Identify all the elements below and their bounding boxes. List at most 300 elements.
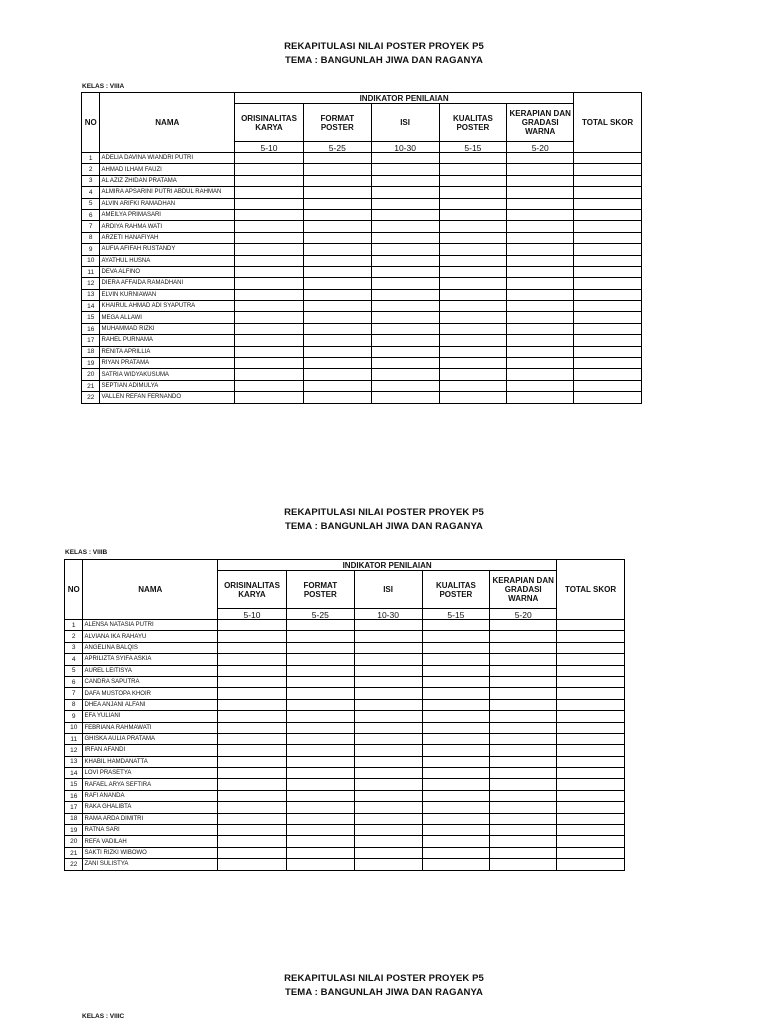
- score-cell: [490, 688, 557, 699]
- section-a-score-table: [81, 92, 642, 404]
- score-cell: [507, 358, 574, 369]
- score-cell: [235, 198, 304, 209]
- score-cell: [371, 358, 439, 369]
- score-cell: [422, 779, 490, 790]
- score-cell: [286, 711, 354, 722]
- student-name: LOVI PRASETYA: [83, 768, 218, 779]
- score-cell: [490, 722, 557, 733]
- score-cell: [218, 745, 287, 756]
- score-cell: [371, 221, 439, 232]
- score-cell: [286, 802, 354, 813]
- student-name: DEVA ALFINO: [100, 266, 235, 277]
- student-row: [65, 813, 625, 824]
- score-cell: [235, 289, 304, 300]
- score-range: 10-30: [354, 609, 422, 620]
- student-name: CANDRA SAPUTRA: [83, 676, 218, 687]
- score-cell: [286, 665, 354, 676]
- student-name: ELVIN KURNIAWAN: [100, 289, 235, 300]
- score-cell: [490, 620, 557, 631]
- score-cell: [507, 301, 574, 312]
- score-cell: [286, 654, 354, 665]
- score-cell: [557, 859, 625, 870]
- student-name: DHEA ANJANI ALFANI: [83, 699, 218, 710]
- student-row: [65, 790, 625, 801]
- score-cell: [557, 836, 625, 847]
- score-cell: [286, 847, 354, 858]
- score-cell: [235, 232, 304, 243]
- score-cell: [507, 198, 574, 209]
- score-cell: [557, 722, 625, 733]
- score-cell: [557, 733, 625, 744]
- score-cell: [507, 335, 574, 346]
- student-no: 21: [82, 380, 100, 391]
- score-cell: [422, 654, 490, 665]
- section-b-title-line2: TEMA : BANGUNLAH JIWA DAN RAGANYA: [284, 521, 484, 532]
- student-no: 8: [82, 232, 100, 243]
- score-cell: [371, 244, 439, 255]
- student-row: [82, 323, 642, 334]
- student-no: 14: [82, 301, 100, 312]
- student-name: AYATHUL HUSNA: [100, 255, 235, 266]
- score-cell: [422, 745, 490, 756]
- student-no: 11: [82, 266, 100, 277]
- score-cell: [490, 768, 557, 779]
- score-cell: [303, 301, 371, 312]
- student-row: [82, 312, 642, 323]
- score-cell: [303, 346, 371, 357]
- student-no: 8: [65, 699, 83, 710]
- score-cell: [235, 392, 304, 403]
- score-cell: [371, 255, 439, 266]
- student-name: RAFAEL ARYA SEFTIRA: [83, 779, 218, 790]
- score-cell: [439, 266, 507, 277]
- student-no: 4: [82, 187, 100, 198]
- score-cell: [490, 676, 557, 687]
- score-cell: [439, 232, 507, 243]
- student-no: 14: [65, 768, 83, 779]
- student-name: AL AZIZ ZHIDAN PRATAMA: [100, 175, 235, 186]
- score-cell: [422, 847, 490, 858]
- score-cell: [354, 711, 422, 722]
- score-cell: [507, 380, 574, 391]
- score-cell: [218, 859, 287, 870]
- score-cell: [422, 813, 490, 824]
- score-cell: [371, 335, 439, 346]
- score-cell: [286, 733, 354, 744]
- student-name: SAKTI RIZKI WIBOWO: [83, 847, 218, 858]
- score-cell: [507, 323, 574, 334]
- student-row: [65, 631, 625, 642]
- student-row: [82, 198, 642, 209]
- score-cell: [574, 175, 642, 186]
- score-cell: [235, 323, 304, 334]
- score-cell: [557, 665, 625, 676]
- score-cell: [218, 768, 287, 779]
- score-cell: [371, 301, 439, 312]
- score-cell: [507, 153, 574, 164]
- header-no: NO: [65, 560, 83, 620]
- score-cell: [557, 699, 625, 710]
- student-name: ARZETI HANAFIYAH: [100, 232, 235, 243]
- student-row: [82, 358, 642, 369]
- student-name: ARDIYA RAHMA WATI: [100, 221, 235, 232]
- score-cell: [218, 665, 287, 676]
- score-cell: [507, 175, 574, 186]
- score-cell: [422, 722, 490, 733]
- score-cell: [557, 790, 625, 801]
- student-row: [82, 380, 642, 391]
- score-cell: [507, 244, 574, 255]
- score-cell: [557, 825, 625, 836]
- student-name: AMEILYA PRIMASARI: [100, 209, 235, 220]
- score-cell: [235, 175, 304, 186]
- section-a-kelas-label: KELAS : VIIIA: [82, 83, 125, 90]
- score-cell: [507, 232, 574, 243]
- score-cell: [303, 323, 371, 334]
- score-cell: [490, 779, 557, 790]
- student-name: ANGELINA BALQIS: [83, 642, 218, 653]
- header-no: NO: [82, 93, 100, 153]
- score-cell: [557, 688, 625, 699]
- student-name: EFA YULIANI: [83, 711, 218, 722]
- score-cell: [235, 255, 304, 266]
- student-no: 16: [65, 790, 83, 801]
- score-cell: [303, 244, 371, 255]
- student-no: 13: [82, 289, 100, 300]
- score-cell: [286, 790, 354, 801]
- student-row: [82, 301, 642, 312]
- score-cell: [354, 790, 422, 801]
- student-name: DIERA AFFAIDA RAMADHANI: [100, 278, 235, 289]
- student-name: APRILIZTA SYIFA ASKIA: [83, 654, 218, 665]
- student-row: [82, 369, 642, 380]
- score-cell: [218, 779, 287, 790]
- student-row: [82, 244, 642, 255]
- score-cell: [439, 392, 507, 403]
- score-cell: [439, 346, 507, 357]
- score-cell: [439, 289, 507, 300]
- header-isi: ISI: [354, 571, 422, 609]
- student-no: 20: [82, 369, 100, 380]
- student-no: 21: [65, 847, 83, 858]
- student-name: RATNA SARI: [83, 825, 218, 836]
- score-cell: [490, 802, 557, 813]
- header-kualitas: KUALITAS POSTER: [439, 104, 507, 142]
- student-no: 22: [65, 859, 83, 870]
- score-cell: [218, 620, 287, 631]
- score-cell: [303, 164, 371, 175]
- student-name: MEGA ALLAWI: [100, 312, 235, 323]
- score-cell: [439, 221, 507, 232]
- score-cell: [557, 745, 625, 756]
- score-cell: [286, 779, 354, 790]
- student-no: 18: [65, 813, 83, 824]
- score-cell: [303, 335, 371, 346]
- score-cell: [354, 779, 422, 790]
- score-cell: [303, 232, 371, 243]
- score-cell: [371, 153, 439, 164]
- score-cell: [557, 631, 625, 642]
- student-row: [65, 711, 625, 722]
- student-name: ALVIN ARIFKI RAMADHAN: [100, 198, 235, 209]
- header-orisinalitas: ORISINALITAS KARYA: [235, 104, 304, 142]
- score-cell: [490, 790, 557, 801]
- score-cell: [218, 631, 287, 642]
- score-cell: [303, 255, 371, 266]
- student-name: SEPTIAN ADIMULYA: [100, 380, 235, 391]
- score-cell: [218, 790, 287, 801]
- student-no: 3: [82, 175, 100, 186]
- score-cell: [286, 676, 354, 687]
- score-cell: [439, 153, 507, 164]
- score-cell: [574, 312, 642, 323]
- score-cell: [286, 756, 354, 767]
- score-cell: [218, 688, 287, 699]
- score-cell: [354, 688, 422, 699]
- score-cell: [439, 278, 507, 289]
- student-no: 20: [65, 836, 83, 847]
- student-no: 2: [82, 164, 100, 175]
- student-row: [82, 153, 642, 164]
- student-name: MUHAMMAD RIZKI: [100, 323, 235, 334]
- student-name: KHAIRUL AHMAD ADI SYAPUTRA: [100, 301, 235, 312]
- score-cell: [354, 733, 422, 744]
- student-name: AUREL LEITISYA: [83, 665, 218, 676]
- score-cell: [574, 289, 642, 300]
- student-no: 12: [65, 745, 83, 756]
- score-cell: [507, 266, 574, 277]
- student-name: RIYAN PRATAMA: [100, 358, 235, 369]
- score-range: 5-25: [303, 142, 371, 153]
- score-cell: [371, 266, 439, 277]
- header-kerapian: KERAPIAN DAN GRADASI WARNA: [507, 104, 574, 142]
- score-cell: [507, 369, 574, 380]
- student-row: [82, 335, 642, 346]
- score-cell: [557, 813, 625, 824]
- student-row: [65, 733, 625, 744]
- score-cell: [557, 711, 625, 722]
- score-cell: [303, 153, 371, 164]
- score-cell: [371, 278, 439, 289]
- score-cell: [371, 380, 439, 391]
- score-cell: [439, 164, 507, 175]
- score-cell: [218, 825, 287, 836]
- student-name: RAKA GHALIBTA: [83, 802, 218, 813]
- score-cell: [354, 825, 422, 836]
- student-row: [65, 688, 625, 699]
- score-cell: [439, 301, 507, 312]
- score-cell: [422, 802, 490, 813]
- score-cell: [439, 312, 507, 323]
- score-cell: [354, 642, 422, 653]
- score-cell: [439, 255, 507, 266]
- score-cell: [303, 358, 371, 369]
- score-cell: [422, 733, 490, 744]
- student-no: 19: [65, 825, 83, 836]
- section-c-kelas-label: KELAS : VIIIC: [82, 1013, 125, 1020]
- score-cell: [303, 380, 371, 391]
- score-cell: [235, 346, 304, 357]
- score-cell: [303, 209, 371, 220]
- score-cell: [303, 175, 371, 186]
- score-cell: [574, 164, 642, 175]
- score-cell: [371, 323, 439, 334]
- score-cell: [574, 392, 642, 403]
- score-cell: [235, 153, 304, 164]
- score-cell: [490, 836, 557, 847]
- student-name: RAHEL PURNAMA: [100, 335, 235, 346]
- student-no: 7: [65, 688, 83, 699]
- score-cell: [371, 392, 439, 403]
- student-no: 10: [65, 722, 83, 733]
- student-name: IRFAN AFANDI: [83, 745, 218, 756]
- student-row: [82, 209, 642, 220]
- score-cell: [371, 346, 439, 357]
- score-cell: [507, 164, 574, 175]
- score-cell: [574, 153, 642, 164]
- student-name: VALLEN REFAN FERNANDO: [100, 392, 235, 403]
- score-cell: [218, 847, 287, 858]
- score-cell: [303, 392, 371, 403]
- student-no: 17: [65, 802, 83, 813]
- student-row: [65, 642, 625, 653]
- score-cell: [557, 779, 625, 790]
- score-cell: [235, 301, 304, 312]
- student-no: 18: [82, 346, 100, 357]
- student-row: [65, 779, 625, 790]
- score-cell: [218, 642, 287, 653]
- student-row: [65, 802, 625, 813]
- header-kerapian: KERAPIAN DAN GRADASI WARNA: [490, 571, 557, 609]
- student-no: 2: [65, 631, 83, 642]
- score-cell: [507, 346, 574, 357]
- score-cell: [371, 209, 439, 220]
- student-no: 10: [82, 255, 100, 266]
- score-cell: [371, 312, 439, 323]
- score-cell: [286, 859, 354, 870]
- header-nama: NAMA: [83, 560, 218, 620]
- student-name: DAFA MUSTOPA KHOIR: [83, 688, 218, 699]
- score-cell: [574, 266, 642, 277]
- score-cell: [490, 733, 557, 744]
- score-cell: [490, 631, 557, 642]
- score-cell: [303, 289, 371, 300]
- score-cell: [354, 654, 422, 665]
- score-cell: [490, 699, 557, 710]
- score-cell: [286, 722, 354, 733]
- score-cell: [574, 323, 642, 334]
- header-nama: NAMA: [100, 93, 235, 153]
- score-cell: [286, 642, 354, 653]
- score-cell: [303, 278, 371, 289]
- student-no: 6: [65, 676, 83, 687]
- score-cell: [574, 358, 642, 369]
- score-cell: [303, 312, 371, 323]
- score-cell: [354, 620, 422, 631]
- student-name: RAFI ANANDA: [83, 790, 218, 801]
- score-cell: [235, 266, 304, 277]
- score-cell: [303, 266, 371, 277]
- student-no: 9: [65, 711, 83, 722]
- score-cell: [286, 631, 354, 642]
- score-cell: [218, 813, 287, 824]
- score-cell: [507, 221, 574, 232]
- student-row: [82, 278, 642, 289]
- score-cell: [303, 198, 371, 209]
- score-range: 5-20: [507, 142, 574, 153]
- score-cell: [371, 232, 439, 243]
- score-cell: [439, 323, 507, 334]
- student-no: 7: [82, 221, 100, 232]
- score-cell: [574, 232, 642, 243]
- header-isi: ISI: [371, 104, 439, 142]
- section-c-title-line2: TEMA : BANGUNLAH JIWA DAN RAGANYA: [284, 987, 484, 998]
- score-cell: [218, 802, 287, 813]
- score-cell: [371, 289, 439, 300]
- score-cell: [235, 335, 304, 346]
- score-cell: [286, 745, 354, 756]
- score-cell: [574, 187, 642, 198]
- student-name: RAMA ARDA DIMITRI: [83, 813, 218, 824]
- student-row: [65, 825, 625, 836]
- section-a-title-line2: TEMA : BANGUNLAH JIWA DAN RAGANYA: [284, 55, 484, 66]
- score-cell: [218, 676, 287, 687]
- score-cell: [218, 711, 287, 722]
- score-cell: [439, 209, 507, 220]
- student-name: FEBRIANA RAHMAWATI: [83, 722, 218, 733]
- score-range: 5-15: [439, 142, 507, 153]
- score-cell: [574, 278, 642, 289]
- score-cell: [439, 335, 507, 346]
- score-cell: [422, 631, 490, 642]
- score-cell: [218, 654, 287, 665]
- score-cell: [490, 847, 557, 858]
- header-orisinalitas: ORISINALITAS KARYA: [218, 571, 287, 609]
- student-name: AUFIA AFIFAH RUSTANDY: [100, 244, 235, 255]
- student-row: [65, 768, 625, 779]
- score-cell: [422, 665, 490, 676]
- score-cell: [557, 768, 625, 779]
- score-cell: [286, 836, 354, 847]
- score-cell: [354, 859, 422, 870]
- score-range: 10-30: [371, 142, 439, 153]
- student-row: [82, 232, 642, 243]
- score-cell: [286, 825, 354, 836]
- score-cell: [439, 369, 507, 380]
- score-cell: [371, 187, 439, 198]
- score-cell: [303, 221, 371, 232]
- header-indikator-penilaian: INDIKATOR PENILAIAN: [218, 560, 557, 571]
- score-cell: [557, 654, 625, 665]
- score-cell: [422, 620, 490, 631]
- score-cell: [557, 756, 625, 767]
- student-no: 19: [82, 358, 100, 369]
- student-name: KHABIL HAMDANATTA: [83, 756, 218, 767]
- score-cell: [574, 346, 642, 357]
- score-cell: [507, 187, 574, 198]
- score-range: 5-10: [235, 142, 304, 153]
- header-indikator-penilaian: INDIKATOR PENILAIAN: [235, 93, 574, 104]
- score-cell: [303, 369, 371, 380]
- score-cell: [371, 175, 439, 186]
- score-cell: [490, 654, 557, 665]
- score-cell: [422, 756, 490, 767]
- section-b-kelas-label: KELAS : VIIIB: [65, 549, 108, 556]
- score-cell: [574, 255, 642, 266]
- score-cell: [354, 722, 422, 733]
- score-cell: [439, 244, 507, 255]
- section-b-score-table: [64, 559, 625, 871]
